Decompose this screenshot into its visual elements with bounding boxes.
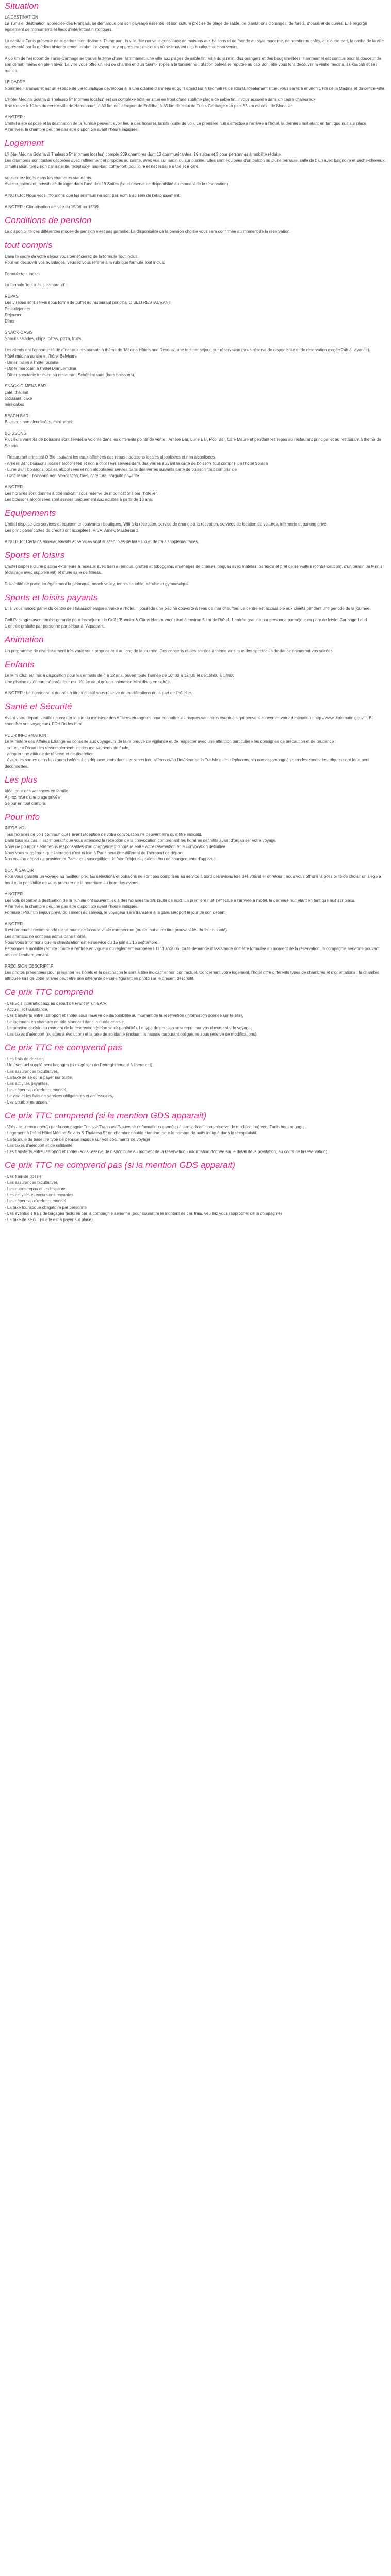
text: L'hôtel dispose d'une piscine extérieure à réseaux avec bain à remous, grottes et toboggans, aménagés de chaises longues avec matelas, parasols et prêt de serviettes (contre caution), d'un terrain de tennis (éclairage avec supplément) et d'une salle de fitness. xyxy=(5,564,383,575)
text: Séjour en tout compris xyxy=(5,801,46,806)
text: - Dîner marocain à l'hôtel Diar Lemdina xyxy=(5,366,76,371)
section-conditions xyxy=(5,215,386,235)
text: A NOTER : Nous vous informons que les animaux ne sont pas admis au sein de l'établissement. xyxy=(5,193,181,198)
text: Boissons non alcoolisées, mini snack. xyxy=(5,420,74,425)
text: Les 3 repas sont servis sous forme de buffet au restaurant principal O BELI RESTAURANT xyxy=(5,300,171,305)
section-sports xyxy=(5,550,386,587)
section-title: Equipements xyxy=(5,508,56,518)
text: A NOTER : Le horaire sont donnés à titre indicatif sous réserve de modifications de la part de l'hôtelier. xyxy=(5,691,192,696)
section-title: Ce prix TTC comprend xyxy=(5,987,93,997)
text: 1 entrée gratuite par personne par séjour à l'Aquapark. xyxy=(5,624,105,629)
list-item: - Les frais de dossier xyxy=(5,1174,43,1179)
list-item: - Les taxes d'aéroport et de solidarité xyxy=(5,1143,73,1148)
text: Nous ne pourrions être tenus responsables d'un changement d'horaire entre votre réservation et la convocation définitive. xyxy=(5,844,226,849)
text: café, thé, lait xyxy=(5,390,28,395)
text: Pour vous garantir un voyage au meilleur prix, les sélections et boissons ne sont pas comprises au service à bord des avions lors des vols aller et retour ; nous vous offrons la possibilité de choisir un siège à bord et la possibilité de vous procurer de la nourriture au bord des avions. xyxy=(5,874,381,885)
text: A NOTER : Certains aménagements et services sont susceptibles de faire l'objet de frais supplémentaires. xyxy=(5,539,199,544)
list-item: - La taxe de séjour à payer sur place, xyxy=(5,1075,73,1080)
list-item: - Les dépenses d'ordre personnel, xyxy=(5,1088,68,1092)
text: BEACH BAR : xyxy=(5,414,31,418)
text: Les animaux ne sont pas admis dans l'hôtel. xyxy=(5,934,86,939)
text: Personnes à mobilité réduite : Suite à l'entrée en vigueur du règlement européen EU 1107/2006, toute demande d'assistance doit être formulée au moment de la réservation, la compagnie aérienne pouvant refuser l'embarquement. xyxy=(5,946,380,957)
text: Petit-déjeuner xyxy=(5,307,30,311)
text: Nous vous informons que la climatisation est en service du 15 juin au 15 septembre. xyxy=(5,940,159,945)
text: Les boissons alcoolisées sont servies uniquement aux adultes à partir de 18 ans. xyxy=(5,497,153,502)
list-item: - Le visa et les frais de services obligatoires et accessoires, xyxy=(5,1094,113,1098)
section-sports-payants xyxy=(5,592,386,630)
text: L'hôtel dispose des services et équipement suivants : boutiques, Wifi à la réception, service de change à la réception, services de location de voitures, infirmerie et parking privé. xyxy=(5,522,328,527)
section-title: Conditions de pension xyxy=(5,215,92,225)
text: Formule tout inclus xyxy=(5,272,40,276)
text: SNACK-OASIS xyxy=(5,330,33,335)
section-title: Sports et loisirs xyxy=(5,550,65,560)
list-item: - Les activités et excursions payantes xyxy=(5,1193,73,1197)
text: Il se trouve à 10 km du centre-ville de Hammamet, à 60 km de l'aéroport de Enfidha, à 65 km de celui de Tunis-Carthage et à plus 85 km de celui de Monastir. xyxy=(5,104,294,108)
text: Les clients ont l'opportunité de dîner aux restaurants à thème de 'Médina Hôtels and Resorts', une fois par séjour, sur réservation (sous réserve de disponibilité et de réservation exigée 24h à l'avance). xyxy=(5,348,370,352)
section-prix-comprend xyxy=(5,987,386,1038)
section-title: Santé et Sécurité xyxy=(5,702,72,711)
list-item: - Les autres repas et les boissons xyxy=(5,1187,67,1191)
text: mini cakes xyxy=(5,402,24,407)
text: Nos vols au départ de province et Paris sont susceptibles de faire l'objet d'escales et/ou de changements d'appareil. xyxy=(5,857,217,861)
text: REPAS xyxy=(5,294,19,299)
text: - Lune Bar : boissons locales alcoolisées et non alcoolisées servies dans des verres suivants carte de boisson 'tout compris' de xyxy=(5,467,237,472)
list-item: - Accueil et l'assistance, xyxy=(5,1007,48,1012)
text: Il est fortement recommandé de se munir de la carte vitale européenne (ou de tout autre titre prouvant les droits en santé). xyxy=(5,928,229,933)
text: Les principales cartes de crédit sont acceptées: VISA, Amex, Mastercard. xyxy=(5,528,139,533)
section-equipements xyxy=(5,508,386,545)
list-item: - La taxe touristique obligatoire par personne xyxy=(5,1205,87,1210)
section-title: Logement xyxy=(5,138,44,148)
text: Avec supplément, possibilité de loger dans l'une des 19 Suites (sous réserve de disponibilité au moment de la réservation). xyxy=(5,182,230,187)
list-item: - La taxe de séjour (si elle est à payer sur place) xyxy=(5,1217,93,1222)
text: Et si vous lancez parler du centre de Thalassothérapie annexe à l'hôtel. Il possède une piscine couverte à l'eau de mer chauffée. Le centre est accessible aux clients pendant une période de la journée. xyxy=(5,606,371,611)
text: croissant, cake xyxy=(5,396,32,401)
list-item: - Les transferts entre l'aéroport et l'hôtel sous réserve de disponibilité au moment de la réservation (information donnée sur le site), xyxy=(5,1013,243,1018)
text: BOISSONS xyxy=(5,431,26,436)
list-item: - La formule de base : le type de pension indiqué sur vos documents de voyage xyxy=(5,1137,150,1142)
list-item: - Un éventuel supplément bagages (si exigé lors de l'enregistrement à l'aéroport), xyxy=(5,1063,154,1067)
section-tout-compris xyxy=(5,240,386,503)
text: Les photos présentées pour présenter les hôtels et la destination le sont à titre indicatif et non contractuel. Concernant votre logement, l'hôtel offre différents types de chambres et d'orientations : la chambre attribuée lors de votre arrivée peut être une différente de celle figurant en photo sur le présent descriptif. xyxy=(5,970,380,981)
list-item: - Les éventuels frais de bagages facturés par la compagnie aérienne (pour connaître le montant de ces frais, veuillez vous rapprocher de la compagnie) xyxy=(5,1211,282,1216)
text: Hôtel médina solaire et l'hôtel Belvisère xyxy=(5,354,77,359)
section-prix-comprend-gds xyxy=(5,1111,386,1155)
text: Les vols départ et à destination de la Tunisie ont souvent lieu à des horaires tardifs (suite de nuit). La première nuit s'effectue à l'arrivée à l'hôtel, la dernière nuit étant en tant que nuit sur place. xyxy=(5,898,355,903)
text: Dans tous les cas, il est impératif que vous attendiez la réception de la convocation comprenant les horaires définitifs avant d'organiser votre voyage. xyxy=(5,838,277,843)
text: Plusieurs variétés de boissons sont servies à volonté dans les différents points de vente : Arrière Bar, Lune Bar, Pool Bar, Café Maure et pendant les repas au restaurant principal et au restaurant à thème de Solaria. xyxy=(5,437,381,448)
text: La formule 'tout inclus comprend' : xyxy=(5,283,68,287)
section-title: Animation xyxy=(5,635,44,645)
section-title: Sports et loisirs payants xyxy=(5,592,98,602)
text: Pour en découvrir vos avantages, veuillez vous référer à la rubrique formule Tout inclus. xyxy=(5,260,165,265)
list-item: - Les activités payantes, xyxy=(5,1081,49,1086)
text: BON À SAVOIR xyxy=(5,868,34,873)
section-title: Ce prix TTC comprend (si la mention GDS apparait) xyxy=(5,1111,207,1121)
text: - Restaurant principal O Bio : suivant les eaux affichées des repas : boissons locales alcoolisées et non alcoolisées. xyxy=(5,455,216,460)
section-title: Ce prix TTC ne comprend pas xyxy=(5,1043,122,1053)
text: SNACK-O-MENA BAR xyxy=(5,384,46,388)
list-item: - Le logement en chambre double standard dans la durée choisie, xyxy=(5,1020,125,1024)
text: A NOTER xyxy=(5,922,23,926)
text: A proximité d'une plage privée xyxy=(5,795,60,800)
text: A NOTER : Climatisation activée du 15/06 au 15/09. xyxy=(5,205,100,209)
text: Une piscine extérieure séparée leur est dédiée ainsi qu'une animation Mini disco en soirée. xyxy=(5,680,171,684)
text: LE CADRE xyxy=(5,80,26,84)
section-title: Ce prix TTC ne comprend pas (si la mention GDS apparait) xyxy=(5,1160,235,1170)
section-logement xyxy=(5,138,386,210)
text: L'Hôtel Médina Solaria & Thalasso 5* (normes locales) est un complexe hôtelier situé en front d'une sublime plage de sable fin. Il vous accueille dans un cadre chaleureux. xyxy=(5,97,317,102)
text: Idéal pour des vacances en famille xyxy=(5,789,69,793)
list-item: - Les dépenses d'ordre personnel xyxy=(5,1199,66,1204)
list-item: - Les pourboires usuels. xyxy=(5,1100,49,1105)
text: Nommée Hammamet est un espace de vie touristique développé à la une dizaine d'années et qui s'étend sur 4 kilomètres de littoral. Idéalement situé, vous serez à environ 1 km de la Médina et du centre-ville. xyxy=(5,86,385,91)
section-title: tout compris xyxy=(5,240,53,250)
hotel-description xyxy=(0,0,391,1239)
text: A NOTER xyxy=(5,892,23,896)
section-situation xyxy=(5,1,386,133)
section-prix-ne-comprend-pas-gds xyxy=(5,1160,386,1223)
text: - se tenir à l'écart des rassemblements et des mouvements de foule, xyxy=(5,745,130,750)
list-item: - Logement à l'hôtel Hôtel Médina Solaria & Thalasso 5* en chambre double standard pour le nombre de nuits indiqué dans le récapitulatif. xyxy=(5,1131,258,1136)
text: L'Hôtel Médina Solaria & Thalasso 5* (normes locales) compte 239 chambres dont 13 communicantes, 19 suites et 3 pour personnes à mobilité réduite. xyxy=(5,152,282,157)
section-les-plus xyxy=(5,775,386,807)
text: Le Ministère des Affaires Etrangères conseille aux voyageurs de faire preuve de vigilance et de respecter avec une attention particulière les consignes de précaution et de prudence : xyxy=(5,739,336,744)
text: A l'arrivée, la chambre peut ne pas être disponible avant l'heure indiquée. xyxy=(5,127,139,132)
list-item: - Les frais de dossier, xyxy=(5,1057,44,1061)
list-item: - Les transferts entre l'aéroport et l'hôtel (sous réserve de disponibilité au moment de la réservation - information donnée sur le détail de la prestation, au cours de la réservation). xyxy=(5,1149,329,1154)
text: L'hôtel a été déposé et la destination de la Tunisie peuvent avoir lieu à des horaires tardifs (suite de vol). La première nuit s'effectue à l'arrivée à l'hôtel, la dernière nuit étant en tant que nuit sur place. xyxy=(5,121,368,126)
text: Tous horaires de vols communiqués avant réception de votre convocation ne peuvent être qu'à titre indicatif. xyxy=(5,832,202,837)
text: Avant votre départ, veuillez consulter le site du ministère des Affaires étrangères pour connaître les risques sanitaires éventuels qui peuvent concerner votre destination : http://www.diplomatie.gouv.fr. Et connaître vos voyageurs, FCH l'index.html xyxy=(5,716,373,726)
text: Déjeuner xyxy=(5,313,22,317)
text: POUR INFORMATION : xyxy=(5,733,49,738)
section-animation xyxy=(5,635,386,654)
text: A NOTER xyxy=(5,485,23,489)
text: Les horaires sont donnés à titre indicatif sous réserve de modifications par l'hôtelier. xyxy=(5,491,158,496)
text: La capitale Tunis présente deux cadres bien distincts. D'une part, la ville dite nouvelle constituée de maisons aux balcons et de façade au style moderne, de nombreux cafés, et d'autre part, la casba de la ville représenté par la médina historiquement arabe. Le voyageur y appréciera ses souks où se trouvent des boutiques de souvenirs. xyxy=(5,39,384,49)
section-title: Situation xyxy=(5,1,39,11)
section-prix-ne-comprend-pas xyxy=(5,1043,386,1106)
text: PRÉCISION DESCRIPTIF xyxy=(5,964,53,969)
text: - Dîner italien à l'hôtel Solaria xyxy=(5,360,59,365)
text: La Tunisie, destination appréciée des Français, se démarque par son paysage essentiel et son culture précise de plage de sable, de plantations d'oranges, de forêts, d'oasis et de dunes. Elle regorge également de monuments et lieux d'intérêt tout historiques. xyxy=(5,21,367,32)
list-item: - Les vols internationaux au départ de France/Tunis A/R, xyxy=(5,1001,108,1006)
text: - adopter une attitude de réserve et de discrétion, xyxy=(5,752,95,756)
text: Le Mini Club est mis à disposition pour les enfants de 4 à 12 ans, ouvert toute l'année de 10h00 à 12h30 et de 15h00 à 17h00. xyxy=(5,673,236,678)
list-item: - Les assurances facultatives xyxy=(5,1180,58,1185)
section-sante xyxy=(5,702,386,770)
text: A l'arrivée, la chambre peut ne pas être disponible avant l'heure indiquée. xyxy=(5,904,139,909)
text: Un programme de divertissement très varié vous propose tout au long de la journée. Des concerts et des soirées à thème ainsi que des spectacles de danse animeront vos soirées. xyxy=(5,649,334,653)
text: - Café Maure : boissons non alcoolisées, thés, café turc, narguilé payante. xyxy=(5,473,140,478)
text: Possibilité de pratiquer également la pétanque, beach volley, tennis de table, aérobic et gymnastique. xyxy=(5,582,190,586)
text: LA DESTINATION xyxy=(5,15,38,20)
text: INFOS VOL xyxy=(5,826,27,831)
text: Les chambres sont toutes décorées avec raffinement et propices au calme, avec vue sur jardin ou sur piscine. Elles sont équipées d'un balcon ou d'une terrasse, salle de bain avec baignoire et sèche-cheveux, climatisation, télévision par satellite, téléphone, mini-bar, coffre-fort, bouilloire et nécessaire à thé et à café. xyxy=(5,158,386,169)
text: A NOTER : xyxy=(5,115,25,120)
text: Golf Packages avec remise garantie pour les séjours de Golf : 'Bonnier & Citrus Hammamet' situé à environ 5 km de l'hôtel. 1 entrée gratuite par personne par séjour au parc de loisirs Carthage Land xyxy=(5,618,367,622)
text: Dîner xyxy=(5,319,15,324)
section-title: Pour info xyxy=(5,812,40,822)
list-item: - Les assurances facultatives, xyxy=(5,1069,59,1074)
section-title: Enfants xyxy=(5,659,35,669)
text: La disponibilité des différentes modes de pension n'est pas garantie. La disponibilité de la pension choisie vous sera confirmée au moment de la réservation. xyxy=(5,229,291,234)
text: Formule : Pour un séjour prévu du samedi au samedi, le voyageur sera transféré à la gare/aéroport le jour de son départ. xyxy=(5,910,226,915)
section-title: Les plus xyxy=(5,775,38,785)
list-item: - Vols aller-retour opérés par la compagnie Tunisair/Transavia/Nouvelair (informations données à titre indicatif sous réserve de modification) vers Tunis hors bagages. xyxy=(5,1125,307,1129)
text: Vous serez logés dans les chambres standards. xyxy=(5,176,92,180)
list-item: - Les taxes d'aéroport (sujettes à évolution) et la taxe de solidarité (incluant la hausse carburant obligatoire sous réserve de modifications). xyxy=(5,1032,258,1037)
text: - Arrière Bar : boissons locales alcoolisées et non alcoolisées servies dans des verres suivant la carte de boisson 'tout compris' de l'hôtel Solaria xyxy=(5,461,268,466)
text: - éviter les sorties dans les zones isolées. Les déplacements dans les zones frontalières et/ou l'intérieur de la Tunisie et les déplacements non accompagnés dans les zones désertiques sont fortement déconseillés. xyxy=(5,758,370,769)
text: - Dîner spectacle tunisien au restaurant Schéhérazade (hors boissons). xyxy=(5,372,135,377)
text: Dans le cadre de votre séjour vous bénéficierez de la formule Tout inclus. xyxy=(5,254,139,259)
section-enfants xyxy=(5,659,386,697)
text: Nous vous suggérons que l'aéroport n'est ni loin à Paris peut être différent de l'aéroport de départ. xyxy=(5,851,184,855)
section-pour-info xyxy=(5,812,386,982)
list-item: - La pension choisie au moment de la réservation (selon sa disponibilité). Le type de pension sera repris sur vos documents de voyage, xyxy=(5,1026,252,1030)
text: Snacks salades, chips, pâtes, pizza, fruits xyxy=(5,336,82,341)
text: A 65 km de l'aéroport de Tunis-Carthage se trouve la zone d'une Hammamet, une ville aux plages de sable fin. Ville du jasmin, des orangers et des bougainvillées, Hammamet est connue pour la douceur de son climat, même en plein hiver. La ville vous offre un lieu de charme et d'un 'Saint-Tropez à la tunisienne'. Station balnéaire réputée au cap Bon, elle vous fera découvrir la vieille médina, sa kasbah et ses ruelles. xyxy=(5,56,381,73)
